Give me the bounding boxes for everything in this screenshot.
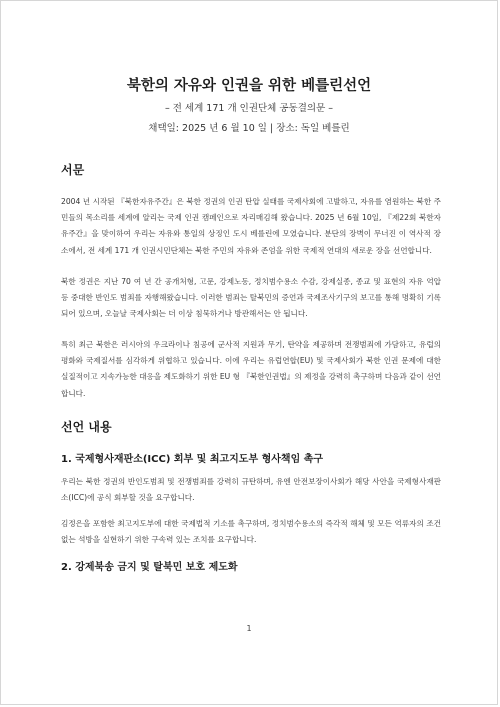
declaration-item-1-paragraph-2: 김정은을 포함한 최고지도부에 대한 국제법적 기소를 촉구하며, 정치범수용소의 즉각적 해체 및 모든 억류자의 조건 없는 석방을 실현하기 위한 구속력 있는 조치를 요구합니다. bbox=[61, 519, 441, 545]
document-title: 북한의 자유와 인권을 위한 베를린선언 bbox=[126, 78, 372, 94]
declaration-item-1-heading: 1. 국제형사재판소(ICC) 회부 및 최고지도부 형사책임 촉구 bbox=[61, 454, 324, 465]
document-subtitle: – 전 세계 171 개 인권단체 공동결의문 – bbox=[164, 103, 334, 114]
preamble-paragraph-2: 북한 정권은 지난 70 여 년 간 공개처형, 고문, 강제노동, 정치범수용소 수감, 강제실종, 종교 및 표현의 자유 억압 등 중대한 반인도 범죄를 자행해왔습니다. 이러한 범죄는 탈북민의 증언과 국제조사기구의 보고를 통해 명확히 기록되어 있으며, 오늘날 국제사회는 더 이상 침묵하거나 방관해서는 안 됩니다. bbox=[61, 277, 441, 319]
declaration-heading: 선언 내용 bbox=[61, 420, 112, 434]
preamble-paragraph-1: 2004 년 시작된 『북한자유주간』은 북한 정권의 인권 탄압 실태를 국제사회에 고발하고, 자유를 염원하는 북한 주민들의 목소리를 세계에 알리는 국제 인권 캠페인으로 자리매김해 왔습니다. 2025 년 6월 10일, 『제22회 북한자유주간』을 맞이하여 우리는 자유와 통일의 상징인 도시 베를린에 모였습니다. 분단의 장벽이 무너진 이 역사적 장소에서, 전 세계 171 개 인권시민단체는 북한 주민의 자유와 존엄을 위한 국제적 연대의 새로운 장을 선언합니다. bbox=[61, 197, 441, 255]
page-number: 1 bbox=[246, 624, 252, 633]
preamble-heading: 서문 bbox=[61, 163, 85, 177]
preamble-paragraph-3: 특히 최근 북한은 러시아의 우크라이나 침공에 군사적 지원과 무기, 탄약을 제공하며 전쟁범죄에 가담하고, 유럽의 평화와 국제질서를 심각하게 위협하고 있습니다. 이에 우리는 유럽연합(EU) 및 국제사회가 북한 인권 문제에 대한 실질적이고 지속가능한 대응을 제도화하기 위한 EU 형 『북한인권법』의 제정을 강력히 촉구하며 다음과 같이 선언합니다. bbox=[61, 340, 441, 398]
declaration-item-1-paragraph-1: 우리는 북한 정권의 반인도범죄 및 전쟁범죄를 강력히 규탄하며, 유엔 안전보장이사회가 해당 사안을 국제형사재판소(ICC)에 공식 회부할 것을 요구합니다. bbox=[61, 477, 441, 503]
declaration-item-2-heading: 2. 강제북송 금지 및 탈북민 보호 제도화 bbox=[61, 562, 238, 573]
adoption-info: 채택일: 2025 년 6 월 10 일 | 장소: 독일 베를린 bbox=[148, 123, 350, 134]
